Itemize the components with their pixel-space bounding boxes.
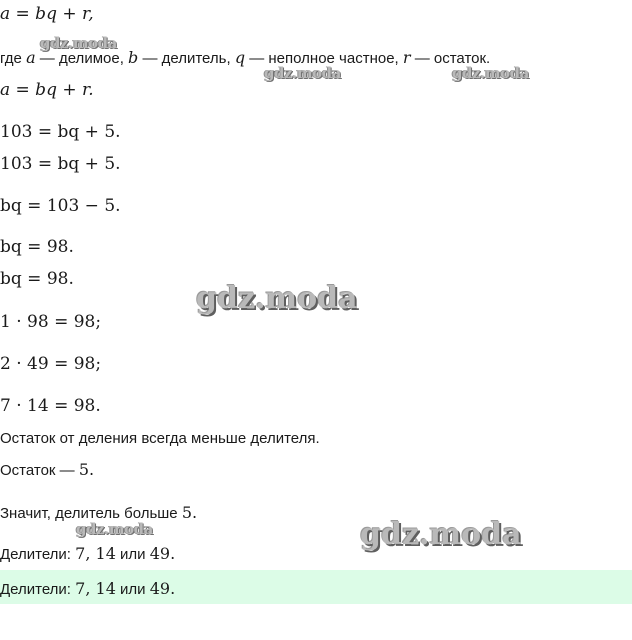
watermark: gdz.moda xyxy=(76,520,153,538)
watermark: gdz.moda xyxy=(360,517,522,552)
answer-box xyxy=(0,570,632,604)
var-r: r xyxy=(402,48,411,67)
equation-line-4 xyxy=(0,124,121,141)
equation-text: bq = 103 − 5. xyxy=(0,196,121,216)
remainder-value: 5. xyxy=(78,460,95,479)
answer-last: 49. xyxy=(149,579,176,598)
rule-text xyxy=(0,431,320,446)
watermark: gdz.moda xyxy=(264,64,341,82)
rule-sentence: Остаток от деления всегда меньше делителя. xyxy=(0,430,320,447)
definition-divisor: — делитель, xyxy=(142,50,231,67)
divisors-line xyxy=(0,546,175,562)
equation-text: bq = 98. xyxy=(0,237,74,257)
equation-line-7 xyxy=(0,239,74,256)
divisors-values: 7, 14 xyxy=(75,544,116,563)
var-b: b xyxy=(128,48,139,67)
remainder-line xyxy=(0,462,94,478)
divisors-last: 49. xyxy=(149,544,176,563)
equation-line-5 xyxy=(0,156,121,173)
equation-text: bq = 98. xyxy=(0,269,74,289)
equation-line-10 xyxy=(0,356,101,373)
equation-text: 103 = bq + 5. xyxy=(0,122,121,142)
conclusion-line xyxy=(0,505,197,521)
conclusion-value: 5. xyxy=(181,503,198,522)
definition-quotient: — неполное частное, xyxy=(249,50,399,67)
definition-remainder: — остаток. xyxy=(414,50,491,67)
watermark: gdz.moda xyxy=(196,281,358,316)
equation-line-3 xyxy=(0,82,94,99)
watermark: gdz.moda xyxy=(452,64,529,82)
equation-general xyxy=(0,6,94,23)
answer-or: или xyxy=(120,581,146,598)
divisors-or: или xyxy=(120,546,146,563)
equation-text: 7 · 14 = 98. xyxy=(0,396,101,416)
equation-line-8 xyxy=(0,271,74,288)
equation-text: 103 = bq + 5. xyxy=(0,154,121,174)
definition-dividend: — делимое, xyxy=(39,50,124,67)
var-q: q xyxy=(234,48,246,67)
conclusion-text: Значит, делитель больше xyxy=(0,505,178,522)
remainder-label: Остаток — xyxy=(0,462,75,479)
divisors-label: Делители: xyxy=(0,546,71,563)
equation-text: a = bq + r, xyxy=(0,4,94,24)
answer-label: Делители: xyxy=(0,581,71,598)
var-a: a xyxy=(26,48,36,67)
equation-text: 1 · 98 = 98; xyxy=(0,312,102,332)
definition-prefix: где xyxy=(0,50,22,67)
equation-text: 2 · 49 = 98; xyxy=(0,354,102,374)
equation-line-6 xyxy=(0,198,121,215)
equation-line-9 xyxy=(0,314,101,331)
answer-values: 7, 14 xyxy=(75,579,116,598)
equation-line-11 xyxy=(0,398,101,415)
definition-line xyxy=(0,50,490,66)
equation-text: a = bq + r. xyxy=(0,80,94,100)
watermark: gdz.moda xyxy=(40,34,117,52)
